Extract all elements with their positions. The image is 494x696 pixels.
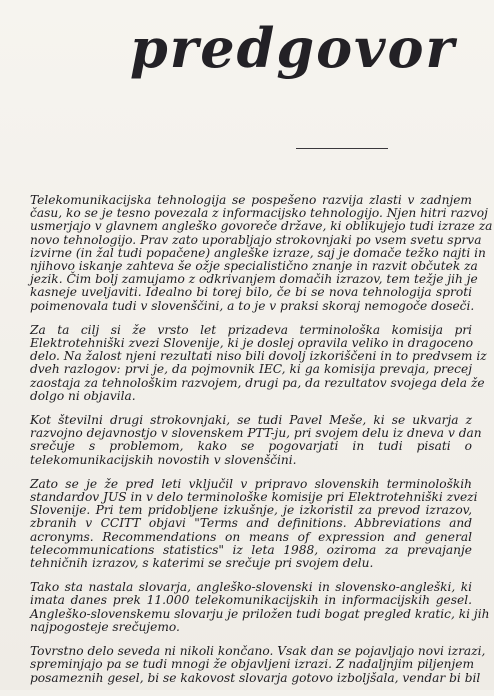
text-line: zbranih v CCITT objavi "Terms and definitions. Abbreviations and <box>30 516 472 531</box>
text-line: tehničnih izrazov, s katerimi se srečuje pri svojem delu. <box>30 556 374 571</box>
text-line: usmerjajo v glavnem angleško govoreče države, ki oblikujejo tudi izraze za <box>30 219 493 234</box>
text-line: Angleško-slovenskemu slovarju je priložen tudi bogat pregled kratic, ki jih <box>30 606 490 621</box>
title-divider <box>296 148 388 149</box>
text-line: dveh razlogov: prvi je, da pojmovnik IEC, ki ga komisija prevaja, precej <box>30 362 472 377</box>
text-line: Za ta cilj si že vrsto let prizadeva terminološka komisija pri <box>30 322 472 337</box>
text-line: poimenovala tudi v slovenščini, a to je v praksi skoraj nemogoče doseči. <box>30 298 475 313</box>
paragraph <box>30 413 482 467</box>
text-line: jezik. Čim bolj zamujamo z odkrivanjem domačih izrazov, tem težje jih je <box>30 272 478 287</box>
text-line: telecommunications statistics" iz leta 1988, oziroma za prevajanje <box>30 542 472 557</box>
text-line: Kot številni drugi strokovnjaki, se tudi Pavel Meše, ki se ukvarja z <box>30 413 472 428</box>
text-line: kasneje uveljaviti. Idealno bi torej bilo, če bi se nova tehnologija sproti <box>30 285 472 300</box>
paragraph <box>30 476 478 571</box>
paragraph <box>30 322 487 403</box>
paragraph <box>30 580 490 634</box>
text-line: zaostaja za tehnološkim razvojem, drugi pa, da rezultatov svojega dela že <box>30 375 485 390</box>
text-line: imata danes prek 11.000 telekomunikacijskih in informacijskih gesel. <box>30 593 472 608</box>
text-line: spreminjajo pa se tudi mnogi že objavljeni izrazi. Z nadaljnjim piljenjem <box>30 657 475 672</box>
text-line: Telekomunikacijska tehnologija se pospešeno razvija zlasti v zadnjem <box>30 193 472 207</box>
text-line: najpogosteje srečujemo. <box>30 619 180 634</box>
text-line: acronyms. Recommendations on means of expression and general <box>30 529 472 544</box>
text-line: njihovo iskanje zahteva še ožje specialistično znanje in razvit občutek za <box>30 259 478 274</box>
text-line: telekomunikacijskih novostih v slovenščini. <box>30 452 297 467</box>
text-line: Tako sta nastala slovarja, angleško-slovenski in slovensko-angleški, ki <box>30 580 472 595</box>
text-line: razvojno dejavnostjo v slovenskem PTT-ju, pri svojem delu iz dneva v dan <box>30 426 482 441</box>
text-line: posameznih gesel, bi se kakovost slovarja gotovo izboljšala, vendar bi bil <box>30 670 481 685</box>
paragraph <box>30 644 486 685</box>
text-line: času, ko se je tesno povezala z informacijsko tehnologijo. Njen hitri razvoj <box>30 206 488 221</box>
text-line: novo tehnologijo. Prav zato uporabljajo strokovnjaki po vsem svetu sprva <box>30 232 482 247</box>
text-line: Zato se je že pred leti vključil v pripravo slovenskih terminoloških <box>30 476 472 491</box>
text-line: dolgo ni objavila. <box>30 388 136 403</box>
page-title: predgovor <box>130 16 456 80</box>
text-line: standardov JUS in v delo terminološke komisije pri Elektrotehniški zvezi <box>30 490 478 505</box>
text-line: izvirne (in žal tudi popačene) angleške izraze, saj je domače težko najti in <box>30 245 486 260</box>
text-line: delo. Na žalost njeni rezultati niso bili dovolj izkoriščeni in to predvsem iz <box>30 349 487 364</box>
paragraph <box>30 193 493 313</box>
preface-body <box>30 193 493 696</box>
text-line: srečuje s problemom, kako se pogovarjati in tudi pisati o <box>30 439 472 454</box>
text-line: Slovenije. Pri tem pridobljene izkušnje, je izkoristil za prevod izrazov, <box>30 503 472 518</box>
text-line: Tovrstno delo seveda ni nikoli končano. Vsak dan se pojavljajo novi izrazi, <box>30 644 486 659</box>
text-line: Elektrotehniški zvezi Slovenije, ki je doslej opravila veliko in dragoceno <box>30 336 474 351</box>
